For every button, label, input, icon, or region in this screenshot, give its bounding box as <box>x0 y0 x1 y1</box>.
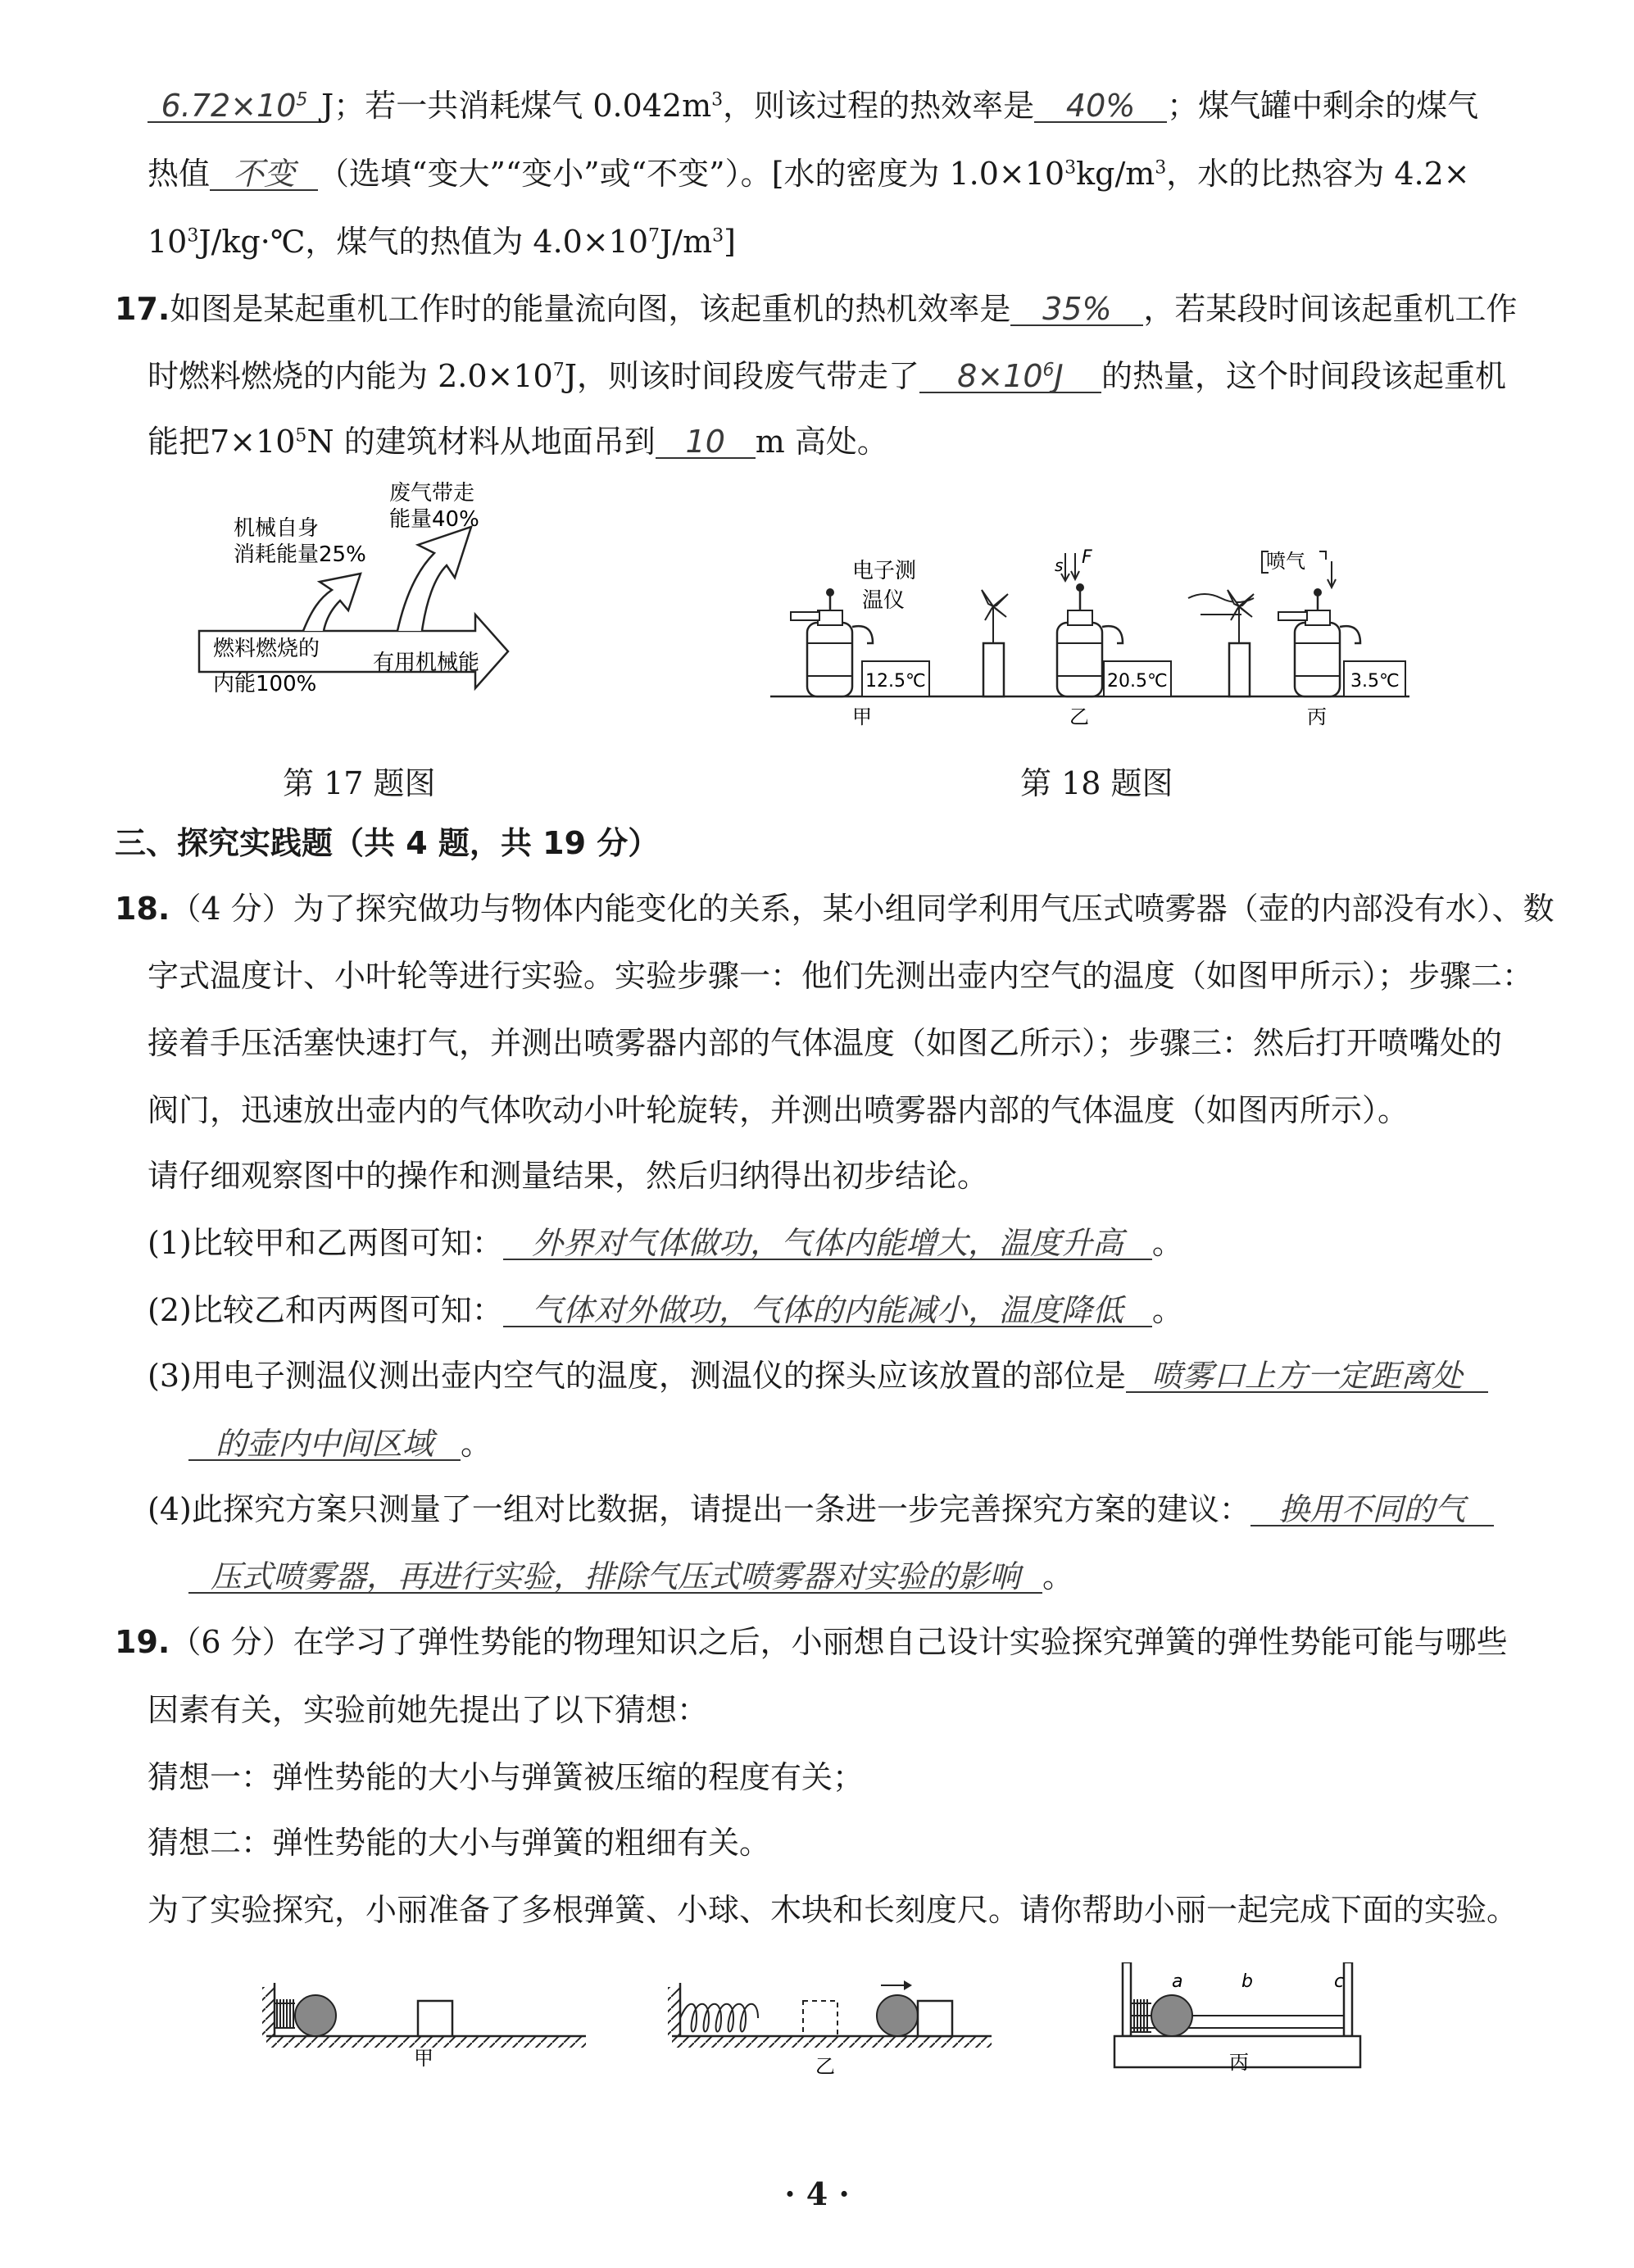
figure-18-caption: 第 18 题图 <box>1020 765 1173 801</box>
figure-17-energy-flow <box>197 479 541 725</box>
figure-17-caption: 第 17 题图 <box>283 765 436 801</box>
q18-answer-4b: 压式喷雾器，再进行实验，排除气压式喷雾器对实验的影响 <box>188 1561 1042 1594</box>
fuel-label-1: 燃料燃烧的 <box>213 637 320 661</box>
setup-a <box>262 1983 586 2070</box>
temp-c: 3.5℃ <box>1350 671 1400 692</box>
spray-label: 喷气 <box>1266 550 1305 573</box>
ball-a <box>295 1995 336 2036</box>
q17-line-1: 17.如图是某起重机工作时的能量流向图，该起重机的热机效率是 35% ，若某段时间该起重机工作 <box>115 291 1518 327</box>
block-b <box>918 2001 952 2036</box>
q18-line-1: 18.（4 分）为了探究做功与物体内能变化的关系，某小组同学利用气压式喷雾器（壶的内部没有水）、数 <box>115 891 1555 927</box>
s-label: s <box>1055 556 1064 575</box>
exhaust-label-1: 废气带走 <box>389 481 475 506</box>
thermometer-label-1: 电子测 <box>852 559 917 583</box>
q16-answer-efficiency: 40% <box>1034 90 1167 123</box>
mech-loss-label-2: 消耗能量25% <box>234 542 366 567</box>
q19-line-1: 19.（6 分）在学习了弹性势能的物理知识之后，小丽想自己设计实验探究弹簧的弹性势能可能与哪些 <box>115 1624 1508 1660</box>
q19-line-5: 为了实验探究，小丽准备了多根弹簧、小球、木块和长刻度尺。请你帮助小丽一起完成下面的实验。 <box>148 1892 1518 1928</box>
fuel-label-2: 内能100% <box>213 672 317 696</box>
figure-19-springs <box>254 1962 1418 2077</box>
q19-number: 19. <box>115 1624 170 1660</box>
q16-line-3: $10^3J/kg\cdot℃$，煤气的热值为 $4.0\times 10^7J/m^3$] <box>148 224 736 260</box>
q16-answer-heat: $6.72\times 10^5$ <box>148 90 321 123</box>
q17-number: 17. <box>115 291 170 327</box>
sprayer-a <box>791 588 873 696</box>
q17-line-2: 时燃料燃烧的内能为 $2.0\times 10^7J$，则该时间段废气带走了 $8\times 10^6J$ 的热量，这个时间段该起重机 <box>148 358 1506 394</box>
q17-answer-exhaust-heat: $8\times 10^6J$ <box>919 361 1101 393</box>
q19-line-2: 因素有关，实验前她先提出了以下猜想： <box>148 1692 709 1728</box>
q18-line-4: 阀门，迅速放出壶内的气体吹动小叶轮旋转，并测出喷雾器内部的气体温度（如图丙所示）。 <box>148 1092 1409 1128</box>
exhaust-arrow <box>397 527 471 631</box>
q17-line-3: 能把$7\times 10^5N$ 的建筑材料从地面吊到 10 m 高处。 <box>148 424 888 460</box>
q18-part-1: (1)比较甲和乙两图可知： 外界对气体做功，气体内能增大，温度升高 。 <box>148 1225 1183 1261</box>
q18-line-3: 接着手压活塞快速打气，并测出喷雾器内部的气体温度（如图乙所示）；步骤三：然后打开喷嘴处的 <box>148 1025 1503 1061</box>
q18-part-2: (2)比较乙和丙两图可知： 气体对外做功，气体的内能减小，温度降低 。 <box>148 1292 1183 1328</box>
block-a <box>418 2001 452 2036</box>
label-c: 丙 <box>1229 2051 1249 2074</box>
label-a: 甲 <box>414 2047 433 2070</box>
point-c: c <box>1334 1971 1345 1992</box>
q18-number: 18. <box>115 891 170 927</box>
fan-b <box>982 590 1008 696</box>
q18-answer-2: 气体对外做功，气体的内能减小，温度降低 <box>503 1295 1152 1327</box>
q18-answer-3b: 的壶内中间区域 <box>188 1428 461 1461</box>
exhaust-label-2: 能量40% <box>389 507 479 532</box>
figure-18-sprayers <box>770 545 1426 733</box>
q18-answer-1: 外界对气体做功，气体内能增大，温度升高 <box>503 1227 1152 1260</box>
ball-b <box>877 1995 918 2036</box>
block-b-dashed <box>803 2001 837 2036</box>
q18-answer-4a: 换用不同的气 <box>1250 1494 1494 1526</box>
q19-line-3: 猜想一：弹性势能的大小与弹簧被压缩的程度有关； <box>148 1759 865 1795</box>
q17-answer-efficiency: 35% <box>1010 293 1143 326</box>
q16-answer-heat-value: 不变 <box>210 158 318 191</box>
fan-c <box>1228 590 1254 696</box>
label-yi: 乙 <box>1069 705 1089 728</box>
thermometer-label-2: 温仪 <box>862 588 906 613</box>
q18-answer-3a: 喷雾口上方一定距离处 <box>1126 1360 1488 1393</box>
q18-part-4: (4)此探究方案只测量了一组对比数据，请提出一条进一步完善探究方案的建议： 换用不同的气 <box>148 1494 1494 1526</box>
ball-c <box>1151 1995 1192 2036</box>
temp-a: 12.5℃ <box>865 671 926 692</box>
q18-line-5: 请仔细观察图中的操作和测量结果，然后归纳得出初步结论。 <box>148 1158 989 1194</box>
mech-loss-label-1: 机械自身 <box>234 516 320 541</box>
q18-line-2: 字式温度计、小叶轮等进行实验。实验步骤一：他们先测出壶内空气的温度（如图甲所示）；步骤二： <box>148 958 1534 994</box>
point-a: a <box>1172 1971 1183 1992</box>
point-b: b <box>1241 1971 1253 1992</box>
q19-line-4: 猜想二：弹性势能的大小与弹簧的粗细有关。 <box>148 1825 771 1861</box>
label-b: 乙 <box>815 2055 835 2077</box>
page-number: · 4 · <box>784 2175 850 2212</box>
q17-answer-height: 10 <box>656 426 756 459</box>
useful-label: 有用机械能 <box>373 651 480 675</box>
q18-part-3-cont: 的壶内中间区域 。 <box>188 1428 492 1461</box>
q16-line-1: $6.72\times 10^5$ J；若一共消耗煤气 $0.042m^3$，则该过程的热效率是 40% ；煤气罐中剩余的煤气 <box>148 90 1478 123</box>
label-bing: 丙 <box>1307 705 1327 728</box>
temp-b: 20.5℃ <box>1107 671 1168 692</box>
q16-line-2: 热值 不变 （选填“变大”“变小”或“不变”）。[水的密度为 $1.0\times 10^3kg/m^3$，水的比热容为 4.2× <box>148 156 1470 192</box>
mechanical-loss-arrow <box>303 574 361 631</box>
setup-b <box>668 1980 992 2077</box>
f-label: F <box>1082 547 1092 568</box>
q18-part-4-cont: 压式喷雾器，再进行实验，排除气压式喷雾器对实验的影响 。 <box>188 1561 1073 1594</box>
q18-part-3: (3)用电子测温仪测出壶内空气的温度，测温仪的探头应该放置的部位是 喷雾口上方一定距离处 <box>148 1360 1488 1393</box>
section-3-heading: 三、探究实践题（共 4 题，共 19 分） <box>115 825 660 861</box>
label-jia: 甲 <box>852 705 872 728</box>
